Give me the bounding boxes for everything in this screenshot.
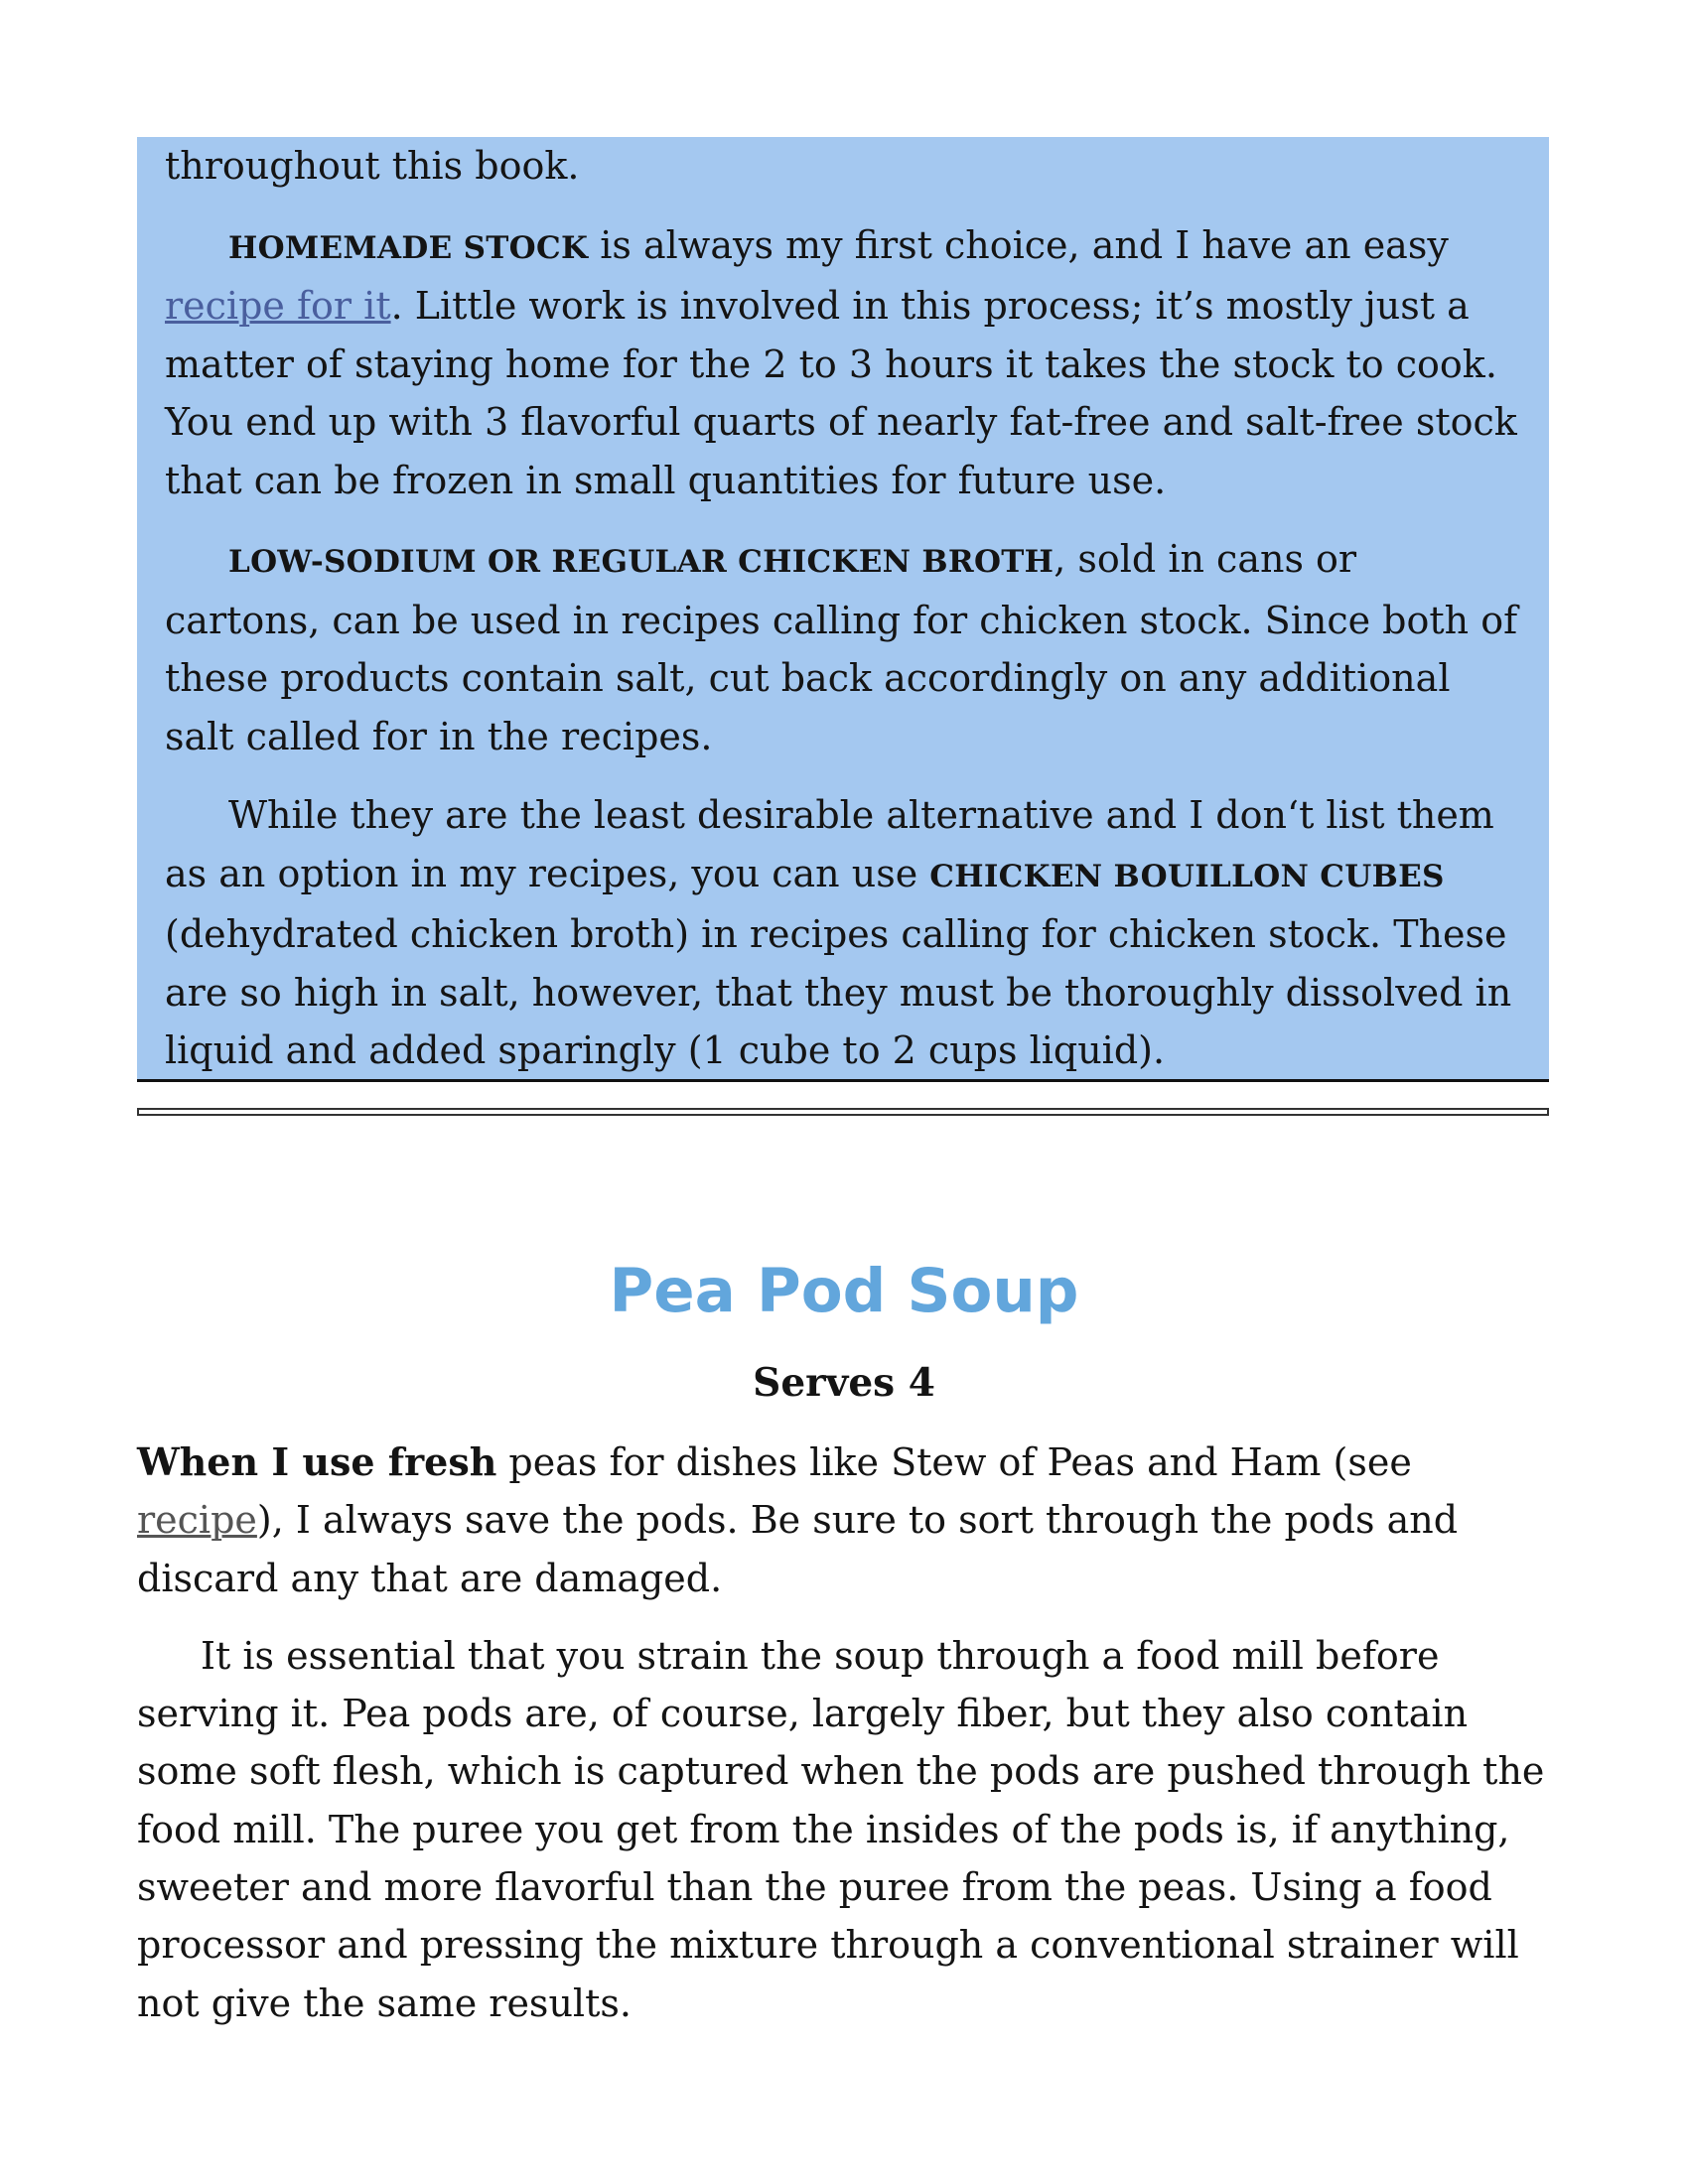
sidebar-paragraph-1: throughout this book. xyxy=(165,144,580,188)
recipe-paragraph-1 xyxy=(137,1433,1557,1607)
body-text: ), I always save the pods. Be sure to sort through the pods and discard any that are damaged. xyxy=(137,1498,1459,1600)
sidebar-text: . Little work is involved in this process; it’s mostly just a matter of staying home for the 2 to 3 hours it takes the stock to cook. You end up with 3 flavorful quarts of nearly fat-free and salt-free stock that can be frozen in small quantities for future use. xyxy=(165,284,1517,502)
body-text: peas for dishes like Stew of Peas and Ham (see xyxy=(496,1440,1412,1484)
sidebar-text: While they are the least desirable alternative and I don‘t list them as an option in my recipes, you can use xyxy=(165,793,1494,895)
sidebar-text: (dehydrated chicken broth) in recipes calling for chicken stock. These are so high in salt, however, that they must be thoroughly dissolved in liquid and added sparingly (1 cube to 2 cups liquid). xyxy=(165,912,1512,1072)
recipe-title: Pea Pod Soup xyxy=(609,1256,1079,1326)
recipe-intro xyxy=(137,1433,1557,2032)
term-chicken-broth: LOW-SODIUM OR REGULAR CHICKEN BROTH xyxy=(228,544,1055,580)
term-bouillon-cubes: CHICKEN BOUILLON CUBES xyxy=(929,858,1445,894)
stock-sidebar-box xyxy=(137,137,1549,1082)
recipe-paragraph-2: It is essential that you strain the soup through a food mill before serving it. Pea pods are, of course, largely fiber, but they also contain some soft flesh, which is captured when the pods are pushed through the food mill. The puree you get from the insides of the pods is, if anything, sweeter and more flavorful than the puree from the peas. Using a food processor and pressing the mixture through a conventional strainer will not give the same results. xyxy=(137,1633,1545,2025)
sidebar-paragraph-chicken-broth xyxy=(165,530,1521,765)
term-homemade-stock: HOMEMADE STOCK xyxy=(228,229,589,266)
paragraph-lead: When I use fresh xyxy=(137,1439,497,1484)
sidebar-paragraph-homemade-stock xyxy=(165,216,1521,510)
stew-recipe-link[interactable]: recipe xyxy=(137,1498,257,1543)
sidebar-paragraph-bouillon xyxy=(165,786,1521,1080)
recipe-serves: Serves 4 xyxy=(753,1360,935,1406)
stock-recipe-link[interactable]: recipe for it xyxy=(165,284,391,328)
sidebar-text: , sold in cans or cartons, can be used in recipes calling for chicken stock. Since both of these products contain salt, cut back accordingly on any additional salt called for in the recipes. xyxy=(165,537,1518,758)
sidebar-text: is always my first choice, and I have an easy xyxy=(588,222,1449,267)
section-divider xyxy=(137,1108,1549,1116)
